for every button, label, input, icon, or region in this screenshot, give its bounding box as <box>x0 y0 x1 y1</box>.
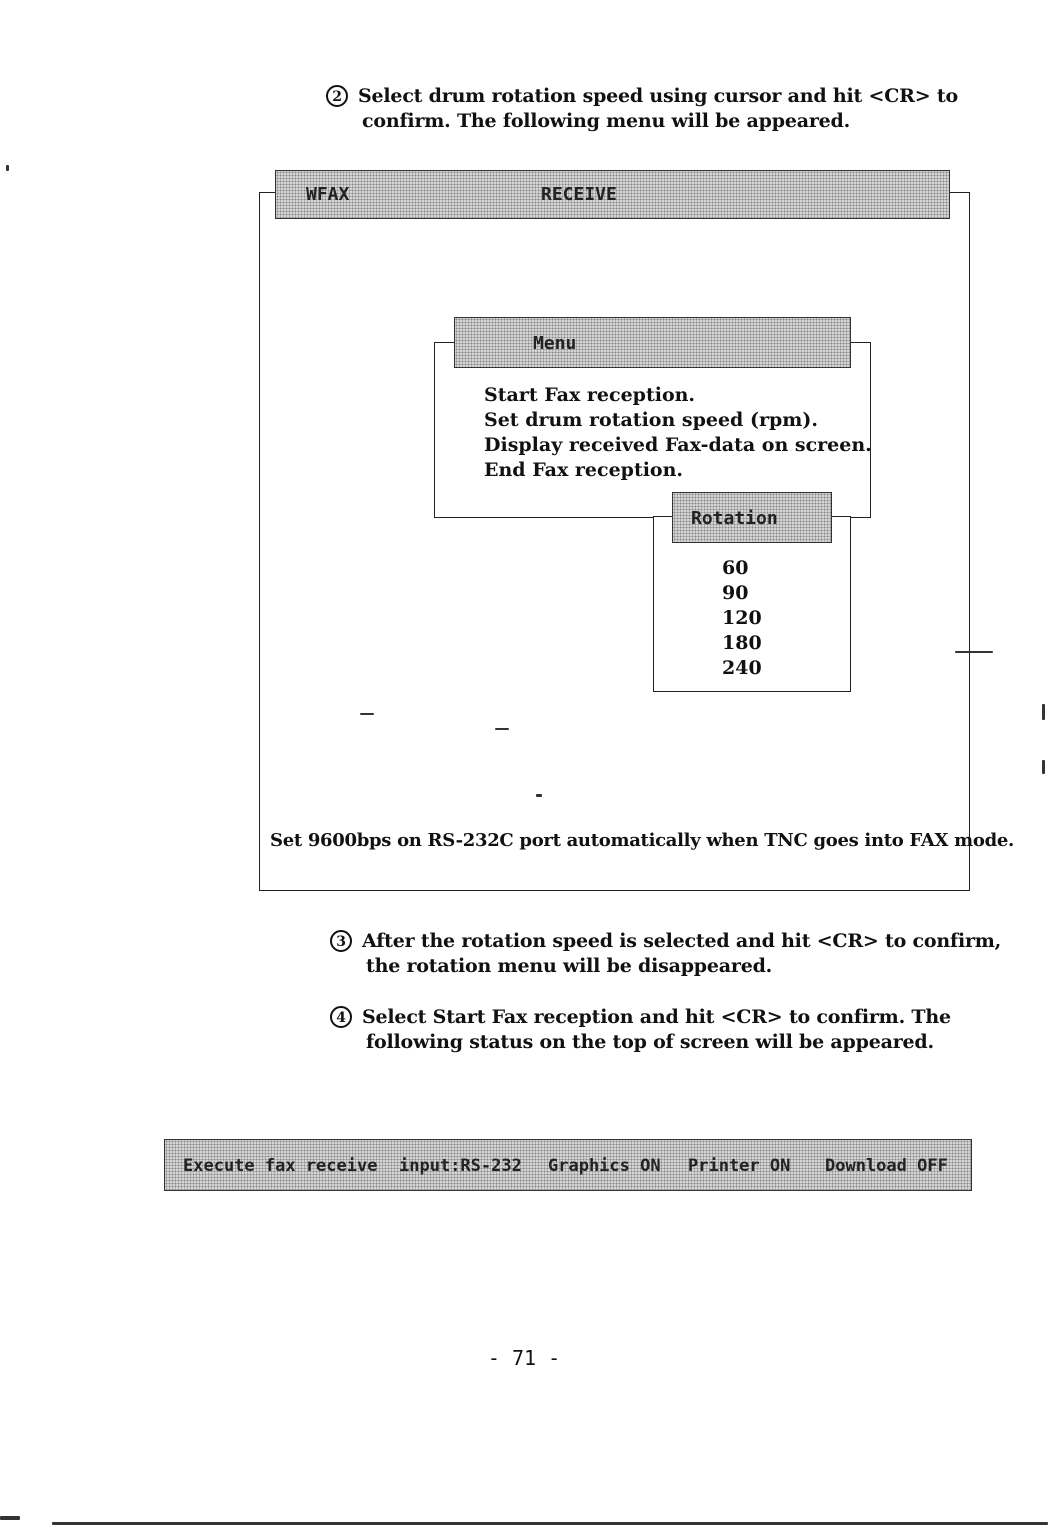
rotation-option-60[interactable]: 60 <box>722 557 749 579</box>
scan-speck <box>536 794 542 797</box>
rotation-option-240[interactable]: 240 <box>722 657 762 679</box>
wfax-title-center: RECEIVE <box>541 184 617 205</box>
status-graphics: Graphics ON <box>548 1156 661 1176</box>
page-number: - 71 - <box>487 1346 561 1370</box>
status-input: input:RS-232 <box>399 1156 522 1176</box>
menu-item-list <box>484 383 872 483</box>
scan-line <box>52 1522 1048 1525</box>
step-3-line1: After the rotation speed is selected and hit <CR> to confirm, <box>362 930 1002 952</box>
menu-item-start-fax[interactable]: Start Fax reception. <box>484 384 696 406</box>
menu-title: Menu <box>533 333 577 354</box>
step-4-text <box>330 1005 951 1055</box>
wfax-window <box>259 192 970 891</box>
rotation-title-bar <box>672 492 832 543</box>
step-2-line1: Select drum rotation speed using cursor and hit <CR> to <box>358 85 958 107</box>
fax-status-bar <box>164 1139 972 1191</box>
menu-title-bar <box>454 317 851 368</box>
step-4-line2: following status on the top of screen will be appeared. <box>366 1031 934 1053</box>
rotation-option-list <box>722 556 762 681</box>
rotation-option-90[interactable]: 90 <box>722 582 749 604</box>
scan-speck <box>1042 704 1045 720</box>
status-mode: Execute fax receive <box>183 1156 378 1176</box>
rotation-option-120[interactable]: 120 <box>722 607 762 629</box>
status-download: Download OFF <box>825 1156 948 1176</box>
step-number-2: 2 <box>326 85 348 107</box>
scan-speck <box>495 728 509 730</box>
step-number-4: 4 <box>330 1006 352 1028</box>
menu-item-end-fax[interactable]: End Fax reception. <box>484 459 684 481</box>
step-2-text <box>326 84 958 134</box>
rotation-title: Rotation <box>691 508 778 529</box>
rotation-option-180[interactable]: 180 <box>722 632 762 654</box>
scan-speck <box>955 651 993 653</box>
step-3-line2: the rotation menu will be disappeared. <box>366 955 773 977</box>
status-printer: Printer ON <box>688 1156 791 1176</box>
rs232-auto-note: Set 9600bps on RS-232C port automatically when TNC goes into FAX mode. <box>270 830 1014 851</box>
wfax-title-bar <box>275 170 950 219</box>
scan-speck <box>6 165 9 171</box>
scan-speck <box>360 713 374 715</box>
scan-speck <box>0 1516 20 1520</box>
wfax-title-left: WFAX <box>306 184 350 205</box>
step-3-text <box>330 929 1001 979</box>
menu-item-set-drum-speed[interactable]: Set drum rotation speed (rpm). <box>484 409 818 431</box>
step-2-line2: confirm. The following menu will be appeared. <box>362 110 851 132</box>
menu-item-display-fax-data[interactable]: Display received Fax-data on screen. <box>484 434 872 456</box>
step-number-3: 3 <box>330 930 352 952</box>
step-4-line1: Select Start Fax reception and hit <CR> to confirm. The <box>362 1006 951 1028</box>
scan-speck <box>1042 760 1045 774</box>
